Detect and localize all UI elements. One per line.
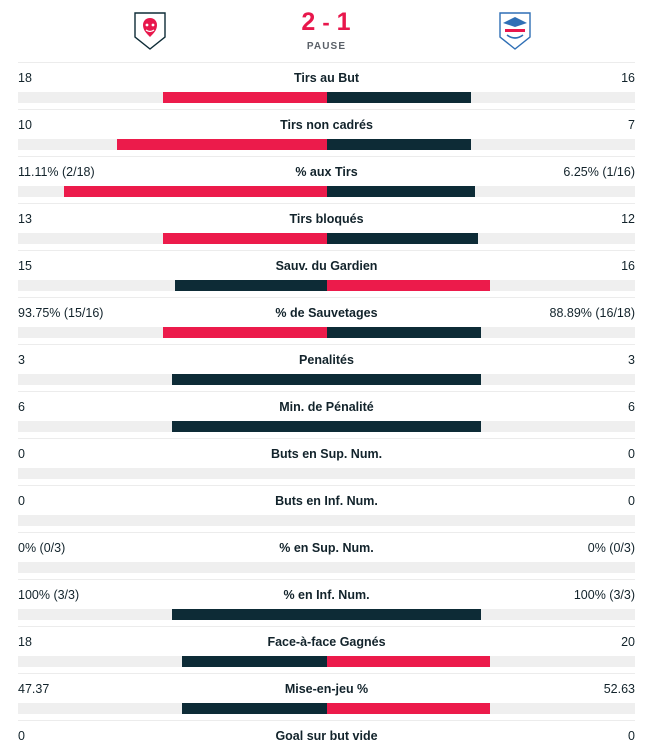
away-stat-value: 0 [628,494,635,508]
stat-row [18,62,635,109]
home-stat-value: 18 [18,635,32,649]
home-bar-fill [163,327,327,338]
stat-label: Penalités [299,353,354,367]
away-bar-half [327,280,636,291]
away-bar-half [327,374,636,385]
match-header [0,0,653,62]
home-stat-value: 47.37 [18,682,50,696]
home-bar-fill [172,609,326,620]
home-bar-fill [172,421,326,432]
home-bar-fill [117,139,327,150]
away-bar-half [327,421,636,432]
stat-bar-track [18,280,635,291]
away-stat-value: 3 [628,353,635,367]
away-bar-fill [327,609,481,620]
home-bar-half [18,186,327,197]
stat-row [18,720,635,750]
home-bar-half [18,327,327,338]
away-bar-half [327,609,636,620]
away-stat-value: 52.63 [603,682,635,696]
stat-bar-track [18,562,635,573]
away-stat-value: 6 [628,400,635,414]
home-stat-value: 13 [18,212,32,226]
home-bar-fill [163,233,327,244]
away-bar-half [327,139,636,150]
home-bar-half [18,92,327,103]
stat-row [18,344,635,391]
away-stat-value: 100% (3/3) [573,588,635,602]
score-line [301,10,351,35]
stat-row [18,673,635,720]
stat-row [18,391,635,438]
stat-label: Tirs au But [293,71,360,85]
stats-list [0,62,653,750]
stat-bar-track [18,92,635,103]
stat-row [18,297,635,344]
stat-label: % en Inf. Num. [283,588,370,602]
home-stat-value: 6 [18,400,25,414]
stat-label: Buts en Sup. Num. [270,447,383,461]
home-stat-value: 10 [18,118,32,132]
home-bar-half [18,703,327,714]
home-stat-value: 15 [18,259,32,273]
home-stat-value: 11.11% (2/18) [18,165,95,179]
stat-values [18,729,635,743]
stat-label: Min. de Pénalité [279,400,374,414]
stat-bar-track [18,515,635,526]
away-bar-half [327,233,636,244]
away-bar-half [327,186,636,197]
stat-values [18,588,635,602]
stat-label: Mise-en-jeu % [284,682,369,696]
home-bar-half [18,609,327,620]
away-bar-fill [327,421,481,432]
home-bar-half [18,139,327,150]
away-bar-half [327,703,636,714]
stat-bar-track [18,139,635,150]
home-stat-value: 0 [18,494,25,508]
stat-bar-track [18,468,635,479]
stat-values [18,118,635,132]
stat-row [18,109,635,156]
stat-row [18,438,635,485]
away-stat-value: 20 [621,635,635,649]
stat-bar-track [18,186,635,197]
home-stat-value: 0 [18,729,25,743]
away-bar-fill [327,374,481,385]
away-bar-half [327,92,636,103]
eagles-crest-logo-icon [498,11,532,51]
away-bar-half [327,515,636,526]
home-bar-fill [64,186,326,197]
stat-values [18,635,635,649]
away-stat-value: 16 [621,71,635,85]
away-stat-value: 0% (0/3) [587,541,635,555]
away-stat-value: 6.25% (1/16) [563,165,635,179]
stat-bar-track [18,656,635,667]
home-bar-fill [163,92,327,103]
stat-label: Tirs non cadrés [280,118,373,132]
away-bar-half [327,327,636,338]
home-bar-fill [182,656,327,667]
home-bar-half [18,280,327,291]
away-stat-value: 0 [628,729,635,743]
away-team-logo[interactable] [494,10,536,52]
stat-label: % en Sup. Num. [279,541,374,555]
home-team-logo[interactable] [129,10,171,52]
home-bar-half [18,233,327,244]
stat-values [18,682,635,696]
stat-row [18,156,635,203]
home-bar-fill [172,374,326,385]
away-bar-fill [327,233,478,244]
home-bar-half [18,468,327,479]
stat-bar-track [18,327,635,338]
away-bar-fill [327,280,491,291]
stat-row [18,532,635,579]
stat-label: Tirs bloqués [289,212,364,226]
home-bar-fill [175,280,326,291]
home-bar-fill [182,703,327,714]
away-stat-value: 0 [628,447,635,461]
home-stat-value: 100% (3/3) [18,588,80,602]
stat-label: % aux Tirs [295,165,358,179]
match-status: PAUSE [306,41,347,52]
home-bar-half [18,656,327,667]
home-bar-half [18,421,327,432]
stat-bar-track [18,703,635,714]
away-bar-fill [327,139,472,150]
stat-row [18,579,635,626]
stat-values [18,447,635,461]
stat-row [18,626,635,673]
away-bar-fill [327,703,491,714]
home-stat-value: 0% (0/3) [18,541,66,555]
home-stat-value: 3 [18,353,25,367]
scoreboard [267,10,387,52]
stat-label: Face-à-face Gagnés [267,635,386,649]
away-bar-fill [327,92,472,103]
score-separator: - [322,9,331,35]
stat-bar-track [18,233,635,244]
stat-values [18,400,635,414]
stat-row [18,203,635,250]
away-bar-fill [327,327,481,338]
away-stat-value: 12 [621,212,635,226]
stat-values [18,71,635,85]
away-stat-value: 7 [628,118,635,132]
stat-label: % de Sauvetages [275,306,378,320]
away-bar-half [327,562,636,573]
stat-bar-track [18,609,635,620]
away-bar-fill [327,656,491,667]
home-score: 2 [301,8,317,36]
stat-values [18,541,635,555]
stat-label: Goal sur but vide [275,729,378,743]
stat-label: Buts en Inf. Num. [275,494,378,508]
stat-label: Sauv. du Gardien [275,259,378,273]
stat-values [18,165,635,179]
away-score: 1 [336,8,352,36]
lions-crest-logo-icon [133,11,167,51]
home-bar-half [18,374,327,385]
home-stat-value: 93.75% (15/16) [18,306,104,320]
stat-values [18,259,635,273]
stat-bar-track [18,421,635,432]
away-bar-fill [327,186,475,197]
home-stat-value: 18 [18,71,32,85]
home-bar-half [18,515,327,526]
away-stat-value: 88.89% (16/18) [549,306,635,320]
stat-bar-track [18,374,635,385]
away-stat-value: 16 [621,259,635,273]
stat-values [18,353,635,367]
stat-values [18,212,635,226]
home-bar-half [18,562,327,573]
away-bar-half [327,468,636,479]
stat-values [18,494,635,508]
home-stat-value: 0 [18,447,25,461]
stat-values [18,306,635,320]
stat-row [18,485,635,532]
away-bar-half [327,656,636,667]
stat-row [18,250,635,297]
